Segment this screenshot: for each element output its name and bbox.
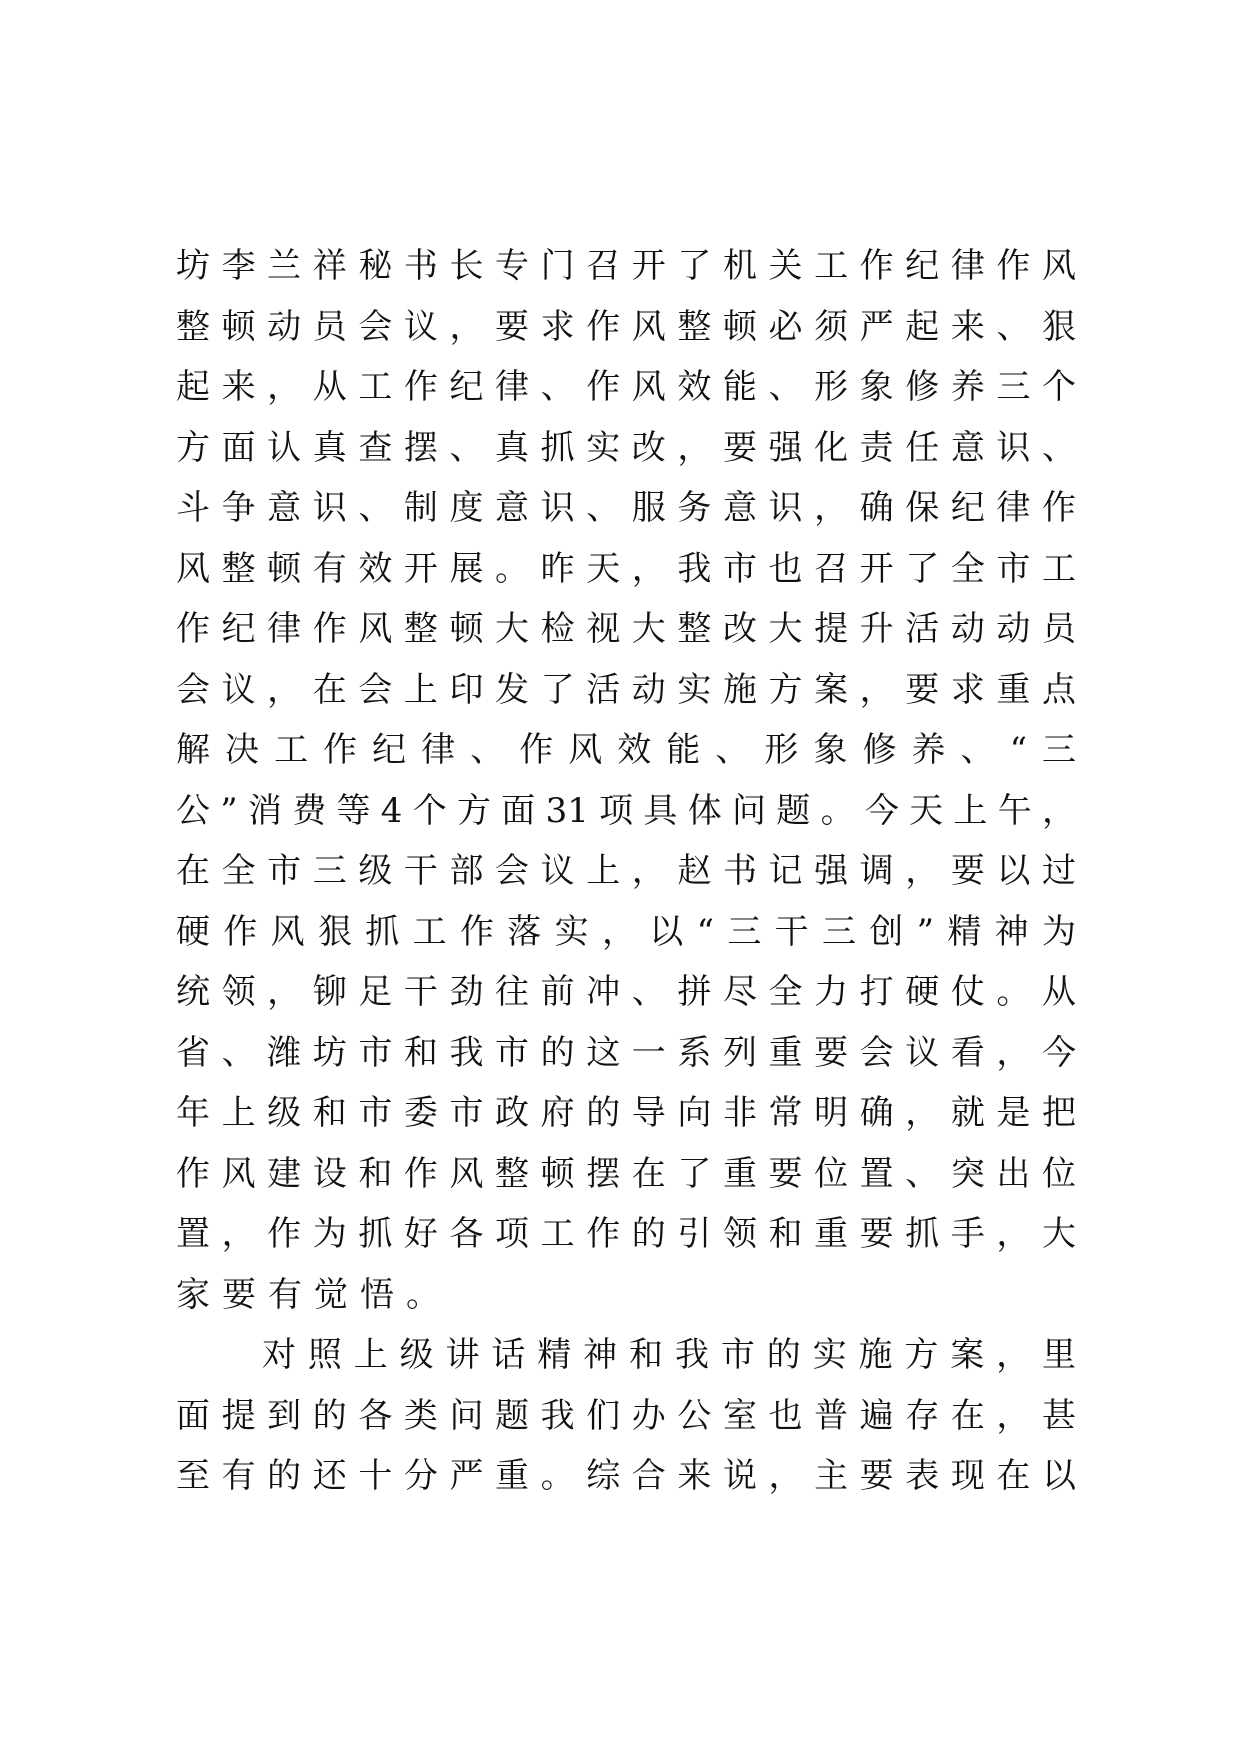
text-line: 省、潍坊市和我市的这一系列重要会议看，今: [176, 1032, 1076, 1073]
text-line: 坊李兰祥秘书长专门召开了机关工作纪律作风: [176, 246, 1076, 286]
text-line: 家要有觉悟。: [176, 1274, 452, 1315]
text-line: 会议，在会上印发了活动实施方案，要求重点: [176, 669, 1076, 710]
text-line: 起来，从工作纪律、作风效能、形象修养三个: [176, 367, 1076, 407]
document-body: [176, 236, 1076, 1507]
text-line: 硬作风狠抓工作落实，以“三干三创”精神为: [176, 911, 1076, 952]
paragraph-2: [176, 1325, 1076, 1507]
text-line: 解决工作纪律、作风效能、形象修养、“三: [176, 730, 1076, 770]
text-line: 斗争意识、制度意识、服务意识，确保纪律作: [176, 488, 1076, 528]
text-line: 年上级和市委市政府的导向非常明确，就是把: [176, 1093, 1076, 1133]
text-line: 置，作为抓好各项工作的引领和重要抓手，大: [176, 1214, 1076, 1254]
text-line: 对照上级讲话精神和我市的实施方案，里: [262, 1335, 1076, 1375]
paragraph-1: [176, 236, 1076, 1325]
text-line: 作纪律作风整顿大检视大整改大提升活动动员: [176, 609, 1076, 649]
text-line: 方面认真查摆、真抓实改，要强化责任意识、: [176, 427, 1076, 468]
text-line: 至有的还十分严重。综合来说，主要表现在以: [176, 1456, 1076, 1496]
text-line: 统领，铆足干劲往前冲、拼尽全力打硬仗。从: [176, 972, 1076, 1012]
text-line: 作风建设和作风整顿摆在了重要位置、突出位: [176, 1153, 1076, 1194]
text-line: 整顿动员会议，要求作风整顿必须严起来、狠: [176, 306, 1076, 347]
text-line: 风整顿有效开展。昨天，我市也召开了全市工: [176, 548, 1076, 589]
text-line: 公”消费等4个方面31项具体问题。今天上午，: [176, 790, 1076, 831]
text-line: 在全市三级干部会议上，赵书记强调，要以过: [176, 851, 1076, 891]
text-line: 面提到的各类问题我们办公室也普遍存在，甚: [176, 1395, 1076, 1436]
